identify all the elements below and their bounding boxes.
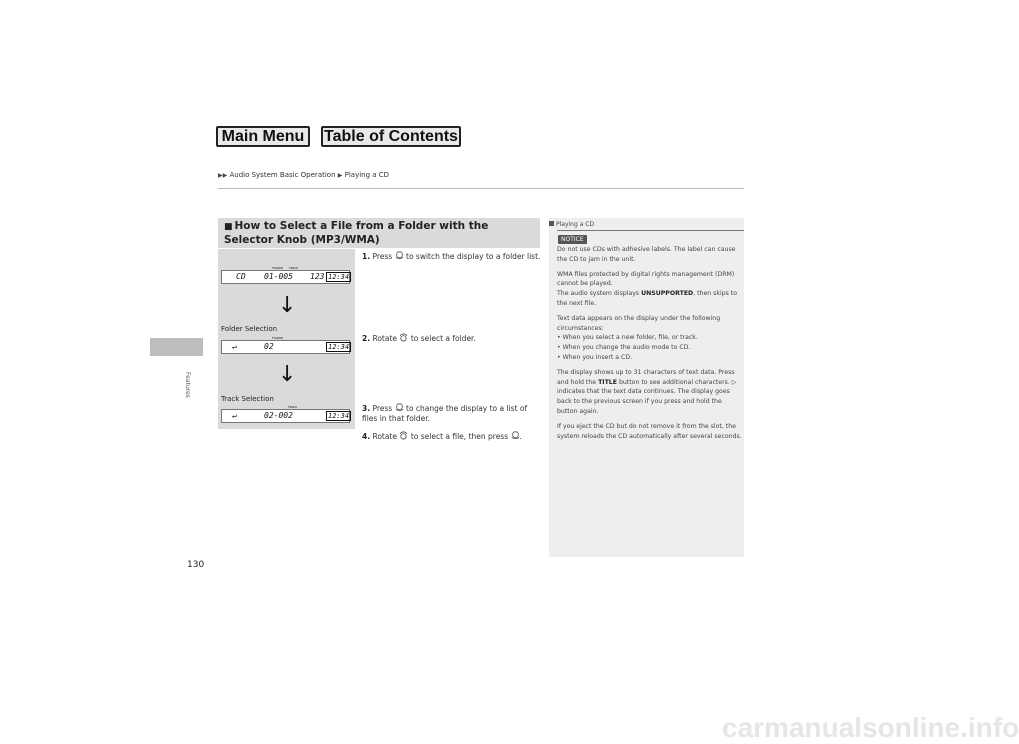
table-of-contents-button[interactable]: Table of Contents: [321, 126, 461, 147]
breadcrumb-item-playing-cd[interactable]: Playing a CD: [344, 171, 390, 179]
drm-note: WMA files protected by digital rights management (DRM) cannot be played. The audio system displays UNSUPPORTED, then skips to the next file.: [557, 270, 738, 307]
press-knob-icon: [395, 403, 404, 412]
display-illustrations: [218, 249, 355, 429]
rotate-knob-icon: [399, 333, 408, 342]
down-arrow-icon: ↓: [278, 362, 297, 387]
sidebar-title: Playing a CD: [549, 221, 594, 228]
chapter-tab: [150, 338, 203, 356]
lcd-display-track: TRACK ↵ 02-002 12:34: [221, 409, 350, 423]
page-number: 130: [187, 560, 205, 570]
notes-sidebar: [549, 218, 744, 557]
eject-note: If you eject the CD but do not remove it from the slot, the system reloads the CD automatically after several seconds.: [557, 422, 742, 440]
return-icon: ↵: [232, 411, 237, 420]
sidebar-divider: [557, 230, 744, 231]
header-divider: [218, 188, 744, 189]
rotate-knob-icon: [399, 431, 408, 440]
step-4: 4. Rotate to select a file, then press .: [362, 432, 522, 441]
down-arrow-icon: ↓: [278, 293, 297, 318]
breadcrumb-item-audio[interactable]: Audio System Basic Operation: [229, 171, 336, 179]
lcd-display-cd: FOLDER TRACK CD 01-005 123 12:34: [221, 270, 350, 284]
track-selection-label: Track Selection: [221, 395, 274, 403]
text-data-note: Text data appears on the display under the following circumstances: • When you select a new folder, file, or track. • When you change the audio mode to CD. • When you insert a CD.: [557, 314, 721, 361]
section-heading: ■ How to Select a File from a Folder with the Selector Knob (MP3/WMA): [218, 218, 540, 248]
lcd-display-folder: FOLDER ↵ 02 12:34: [221, 340, 350, 354]
heading-square-icon: ■: [224, 222, 233, 232]
sidebar-notes: [557, 245, 742, 446]
watermark: carmanualsonline.info: [722, 712, 1019, 743]
return-icon: ↵: [232, 342, 237, 351]
folder-selection-label: Folder Selection: [221, 325, 278, 333]
reference-square-icon: [549, 221, 554, 226]
display-chars-note: The display shows up to 31 characters of text data. Press and hold the TITLE button to see additional characters. ▷ indicates that the text data continues. The display goes back to the previous screen if you press and hold the button again.: [557, 368, 737, 415]
step-1: 1. Press to switch the display to a folder list.: [362, 252, 541, 261]
press-knob-icon: [511, 431, 520, 440]
step-3: 3. Press to change the display to a list of files in that folder.: [362, 404, 528, 423]
breadcrumb-arrow-icon: ▶: [337, 172, 343, 179]
notice-badge: NOTICE: [558, 235, 587, 244]
press-knob-icon: [395, 251, 404, 260]
chapter-label: Features: [184, 372, 191, 398]
continue-arrow-icon: ▷: [731, 378, 737, 386]
breadcrumb-arrow-icon: ▶▶: [218, 172, 228, 179]
main-menu-button[interactable]: Main Menu: [216, 126, 310, 147]
notice-text: Do not use CDs with adhesive labels. The label can cause the CD to jam in the unit.: [557, 246, 736, 263]
step-2: 2. Rotate to select a folder.: [362, 334, 476, 343]
breadcrumb: [218, 171, 389, 179]
